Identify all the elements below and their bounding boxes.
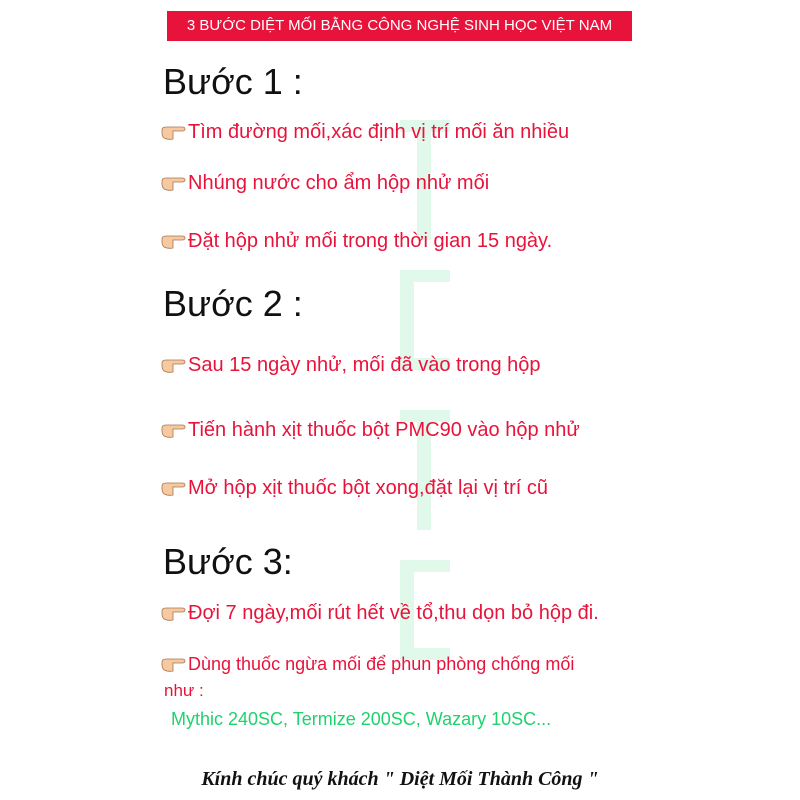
step-3-item-1 bbox=[160, 600, 599, 626]
step-3-item-2 bbox=[160, 651, 574, 677]
pointing-hand-icon bbox=[160, 421, 186, 439]
step-3-title: Bước 3: bbox=[163, 541, 293, 582]
step-2-item-1 bbox=[160, 352, 541, 378]
step-1-title: Bước 1 : bbox=[163, 61, 303, 102]
step-3-continuation: như : bbox=[164, 681, 204, 700]
step-2-item-1-text: Sau 15 ngày nhử, mối đã vào trong hộp bbox=[188, 354, 541, 376]
product-list: Mythic 240SC, Termize 200SC, Wazary 10SC... bbox=[171, 709, 552, 729]
footer-greeting: Kính chúc quý khách " Diệt Mối Thành Công " bbox=[201, 768, 599, 790]
step-2-item-2-text: Tiến hành xịt thuốc bột PMC90 vào hộp nhử bbox=[188, 419, 580, 441]
header-banner: 3 BƯỚC DIỆT MỐI BẰNG CÔNG NGHỆ SINH HỌC VIỆT NAM bbox=[167, 11, 632, 41]
step-1-item-3 bbox=[160, 228, 552, 254]
pointing-hand-icon bbox=[160, 356, 186, 374]
pointing-hand-icon bbox=[160, 174, 186, 192]
step-1-item-1 bbox=[160, 119, 569, 145]
step-3-item-2-text: Dùng thuốc ngừa mối để phun phòng chống mối bbox=[188, 654, 575, 674]
step-3-item-1-text: Đợi 7 ngày,mối rút hết về tổ,thu dọn bỏ hộp đi. bbox=[188, 602, 599, 624]
pointing-hand-icon bbox=[160, 655, 186, 673]
step-2-item-3 bbox=[160, 475, 548, 501]
step-2-item-3-text: Mở hộp xịt thuốc bột xong,đặt lại vị trí cũ bbox=[188, 477, 548, 499]
step-1-item-2-text: Nhúng nước cho ẩm hộp nhử mối bbox=[188, 172, 490, 194]
step-1-item-1-text: Tìm đường mối,xác định vị trí mối ăn nhiều bbox=[188, 121, 570, 143]
step-2-item-2 bbox=[160, 417, 580, 443]
step-2-title: Bước 2 : bbox=[163, 283, 303, 324]
pointing-hand-icon bbox=[160, 232, 186, 250]
step-1-item-2 bbox=[160, 170, 489, 196]
pointing-hand-icon bbox=[160, 123, 186, 141]
step-1-item-3-text: Đặt hộp nhử mối trong thời gian 15 ngày. bbox=[188, 230, 553, 252]
pointing-hand-icon bbox=[160, 479, 186, 497]
pointing-hand-icon bbox=[160, 604, 186, 622]
